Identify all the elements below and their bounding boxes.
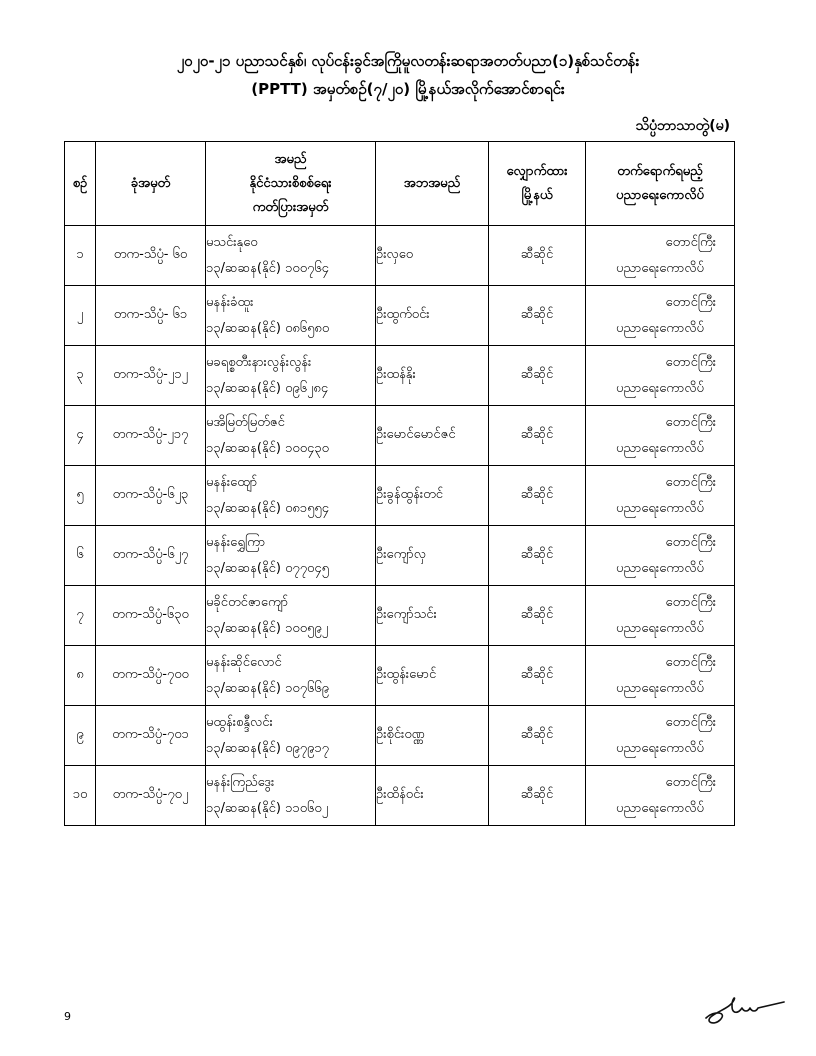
header-township-line2: မြို့နယ် xyxy=(521,187,553,203)
row-name: မအိမြတ်မြတ်ဇင် xyxy=(206,414,285,430)
row-school-cell xyxy=(586,346,735,406)
row-father: ဦးစိုင်းဝဏ္ဏ xyxy=(376,706,489,766)
table-row xyxy=(65,226,735,286)
row-num: ၆ xyxy=(65,526,96,586)
row-township: ဆီဆိုင် xyxy=(489,526,586,586)
row-school-line2: ပညာရေးကောလိပ် xyxy=(616,620,704,636)
table-row xyxy=(65,646,735,706)
row-school-line2: ပညာရေးကောလိပ် xyxy=(616,560,704,576)
signature-mark xyxy=(700,988,790,1028)
header-num: စဉ် xyxy=(65,142,96,226)
row-name-cell xyxy=(206,346,376,406)
row-name-cell xyxy=(206,586,376,646)
header-township-line1: လျှောက်ထား xyxy=(506,163,568,179)
header-township xyxy=(489,142,586,226)
row-roll: တက-သိပ္ပံ-၂၁၇ xyxy=(96,406,206,466)
row-roll: တက-သိပ္ပံ-၆၂၇ xyxy=(96,526,206,586)
row-father: ဦးထွန်းမောင် xyxy=(376,646,489,706)
table-row xyxy=(65,466,735,526)
row-name-cell xyxy=(206,406,376,466)
row-num: ၄ xyxy=(65,406,96,466)
row-roll: တက-သိပ္ပံ-၇၀၂ xyxy=(96,766,206,826)
row-father: ဦးထန်နိုး xyxy=(376,346,489,406)
row-name: မနန်းဆိုင်လောင် xyxy=(206,654,282,670)
row-nrc: ၁၃/ဆဆန(နိုင်) ၀၉၆၂၈၄ xyxy=(206,380,329,396)
row-name: မသင်းနုဝေ xyxy=(206,234,258,250)
row-school-line1: တောင်ကြီး xyxy=(665,654,716,670)
row-school-line1: တောင်ကြီး xyxy=(665,534,716,550)
row-roll: တက-သိပ္ပံ-၂၁၂ xyxy=(96,346,206,406)
row-roll: တက-သိပ္ပံ-၇၀၁ xyxy=(96,706,206,766)
row-name-cell xyxy=(206,706,376,766)
row-school-line2: ပညာရေးကောလိပ် xyxy=(616,320,704,336)
row-father: ဦးမောင်မောင်ဇင် xyxy=(376,406,489,466)
row-nrc: ၁၃/ဆဆန(နိုင်) ၀၇၇၀၄၅ xyxy=(206,560,329,576)
row-school-line2: ပညာရေးကောလိပ် xyxy=(616,740,704,756)
page-number: 9 xyxy=(64,1010,71,1023)
row-school-line1: တောင်ကြီး xyxy=(665,774,716,790)
row-num: ၉ xyxy=(65,706,96,766)
row-school-line1: တောင်ကြီး xyxy=(665,474,716,490)
row-name: မနန်းထျော် xyxy=(206,474,258,490)
header-name-line1: အမည် xyxy=(274,151,307,167)
row-father: ဦးလှဝေ xyxy=(376,226,489,286)
row-name-cell xyxy=(206,526,376,586)
row-name: မခိုင်တင်ဇာကျော် xyxy=(206,594,289,610)
row-school-line2: ပညာရေးကောလိပ် xyxy=(616,380,704,396)
row-nrc: ၁၃/ဆဆန(နိုင်) ၀၉၇၉၁၇ xyxy=(206,740,329,756)
row-school-cell xyxy=(586,406,735,466)
table-row xyxy=(65,526,735,586)
table-row xyxy=(65,706,735,766)
row-school-line1: တောင်ကြီး xyxy=(665,714,716,730)
row-nrc: ၁၃/ဆဆန(နိုင်) ၁၁၀၆၀၂ xyxy=(206,800,329,816)
row-father: ဦးထိန်ဝင်း xyxy=(376,766,489,826)
row-roll: တက-သိပ္ပံ-၆၂၃ xyxy=(96,466,206,526)
row-name: မနန်းခံထူး xyxy=(206,294,254,310)
row-township: ဆီဆိုင် xyxy=(489,346,586,406)
row-nrc: ၁၃/ဆဆန(နိုင်) ၀၈၁၅၅၄ xyxy=(206,500,330,516)
results-table xyxy=(64,141,735,826)
row-roll: တက-သိပ္ပံ-၆၃၀ xyxy=(96,586,206,646)
row-roll: တက-သိပ္ပံ-၇၀၀ xyxy=(96,646,206,706)
row-num: ၅ xyxy=(65,466,96,526)
row-name-cell xyxy=(206,286,376,346)
row-name-cell xyxy=(206,466,376,526)
row-school-cell xyxy=(586,526,735,586)
row-name: မခရစ္စတီးနားလွန်းလွန်း xyxy=(206,354,312,370)
table-header-row xyxy=(65,142,735,226)
row-school-line1: တောင်ကြီး xyxy=(665,234,716,250)
row-school-cell xyxy=(586,646,735,706)
row-name-cell xyxy=(206,226,376,286)
header-school-line2: ပညာရေးကောလိပ် xyxy=(616,187,704,203)
header-name xyxy=(206,142,376,226)
title-line-2: (PPTT) အမှတ်စဉ်(၇/၂၀) မြို့နယ်အလိုက်အောင်စာရင်း xyxy=(251,80,565,98)
row-school-cell xyxy=(586,706,735,766)
row-num: ၁ xyxy=(65,226,96,286)
title-line-1: ၂၀၂၀-၂၁ ပညာသင်နှစ်၊ လုပ်ငန်းခွင်အကြိုမူလတန်းဆရာအတတ်ပညာ(၁)နှစ်သင်တန်း xyxy=(176,52,640,70)
row-school-cell xyxy=(586,466,735,526)
row-nrc: ၁၃/ဆဆန(နိုင်) ၁၀၇၆၆၉ xyxy=(206,680,329,696)
row-num: ၁၀ xyxy=(65,766,96,826)
table-row xyxy=(65,406,735,466)
row-school-cell xyxy=(586,226,735,286)
row-num: ၂ xyxy=(65,286,96,346)
row-school-cell xyxy=(586,766,735,826)
row-name-cell xyxy=(206,646,376,706)
row-school-line1: တောင်ကြီး xyxy=(665,414,716,430)
row-name: မနန်းရွှေကြာ xyxy=(206,534,266,550)
row-nrc: ၁၃/ဆဆန(နိုင်) ၁၀၀၇၆၄ xyxy=(206,260,329,276)
row-nrc: ၁၃/ဆဆန(နိုင်) ၁၀၀၅၉၂ xyxy=(206,620,329,636)
row-father: ဦးထွက်ဝင်း xyxy=(376,286,489,346)
row-name: မနန်းကြည်ဒွေး xyxy=(206,774,275,790)
row-school-line1: တောင်ကြီး xyxy=(665,594,716,610)
row-nrc: ၁၃/ဆဆန(နိုင်) ၀၈၆၅၈၀ xyxy=(206,320,330,336)
row-school-line2: ပညာရေးကောလိပ် xyxy=(616,260,704,276)
header-name-line2: နိုင်ငံသားစိစစ်ရေး xyxy=(249,175,332,191)
table-row xyxy=(65,286,735,346)
row-township: ဆီဆိုင် xyxy=(489,226,586,286)
row-township: ဆီဆိုင် xyxy=(489,706,586,766)
row-school-line2: ပညာရေးကောလိပ် xyxy=(616,800,704,816)
row-school-line1: တောင်ကြီး xyxy=(665,294,716,310)
header-school-line1: တက်ရောက်ရမည့် xyxy=(617,163,703,179)
row-school-line2: ပညာရေးကောလိပ် xyxy=(616,680,704,696)
row-father: ဦးကျော်သင်း xyxy=(376,586,489,646)
row-father: ဦးခွန်ထွန်းတင် xyxy=(376,466,489,526)
row-school-cell xyxy=(586,586,735,646)
row-township: ဆီဆိုင် xyxy=(489,466,586,526)
row-township: ဆီဆိုင် xyxy=(489,406,586,466)
row-school-line2: ပညာရေးကောလိပ် xyxy=(616,500,704,516)
row-school-line1: တောင်ကြီး xyxy=(665,354,716,370)
header-school xyxy=(586,142,735,226)
row-roll: တက-သိပ္ပံ- ၆၀ xyxy=(96,226,206,286)
table-row xyxy=(65,766,735,826)
row-num: ၃ xyxy=(65,346,96,406)
header-name-line3: ကတ်ပြားအမှတ် xyxy=(252,199,329,215)
row-township: ဆီဆိုင် xyxy=(489,286,586,346)
row-school-cell xyxy=(586,286,735,346)
table-row xyxy=(65,586,735,646)
row-num: ၇ xyxy=(65,586,96,646)
header-roll: ခုံအမှတ် xyxy=(96,142,206,226)
row-name-cell xyxy=(206,766,376,826)
subject-label: သိပ္ပံဘာသာတွဲ(မ) xyxy=(635,118,730,134)
row-roll: တက-သိပ္ပံ- ၆၁ xyxy=(96,286,206,346)
header-father: အဘအမည် xyxy=(376,142,489,226)
row-school-line2: ပညာရေးကောလိပ် xyxy=(616,440,704,456)
row-father: ဦးကျော်လှ xyxy=(376,526,489,586)
row-township: ဆီဆိုင် xyxy=(489,586,586,646)
row-name: မထွန်းစန္ဒီလင်း xyxy=(206,714,273,730)
table-row xyxy=(65,346,735,406)
row-nrc: ၁၃/ဆဆန(နိုင်) ၁၀၀၄၃၀ xyxy=(206,440,329,456)
row-township: ဆီဆိုင် xyxy=(489,766,586,826)
row-num: ၈ xyxy=(65,646,96,706)
row-township: ဆီဆိုင် xyxy=(489,646,586,706)
